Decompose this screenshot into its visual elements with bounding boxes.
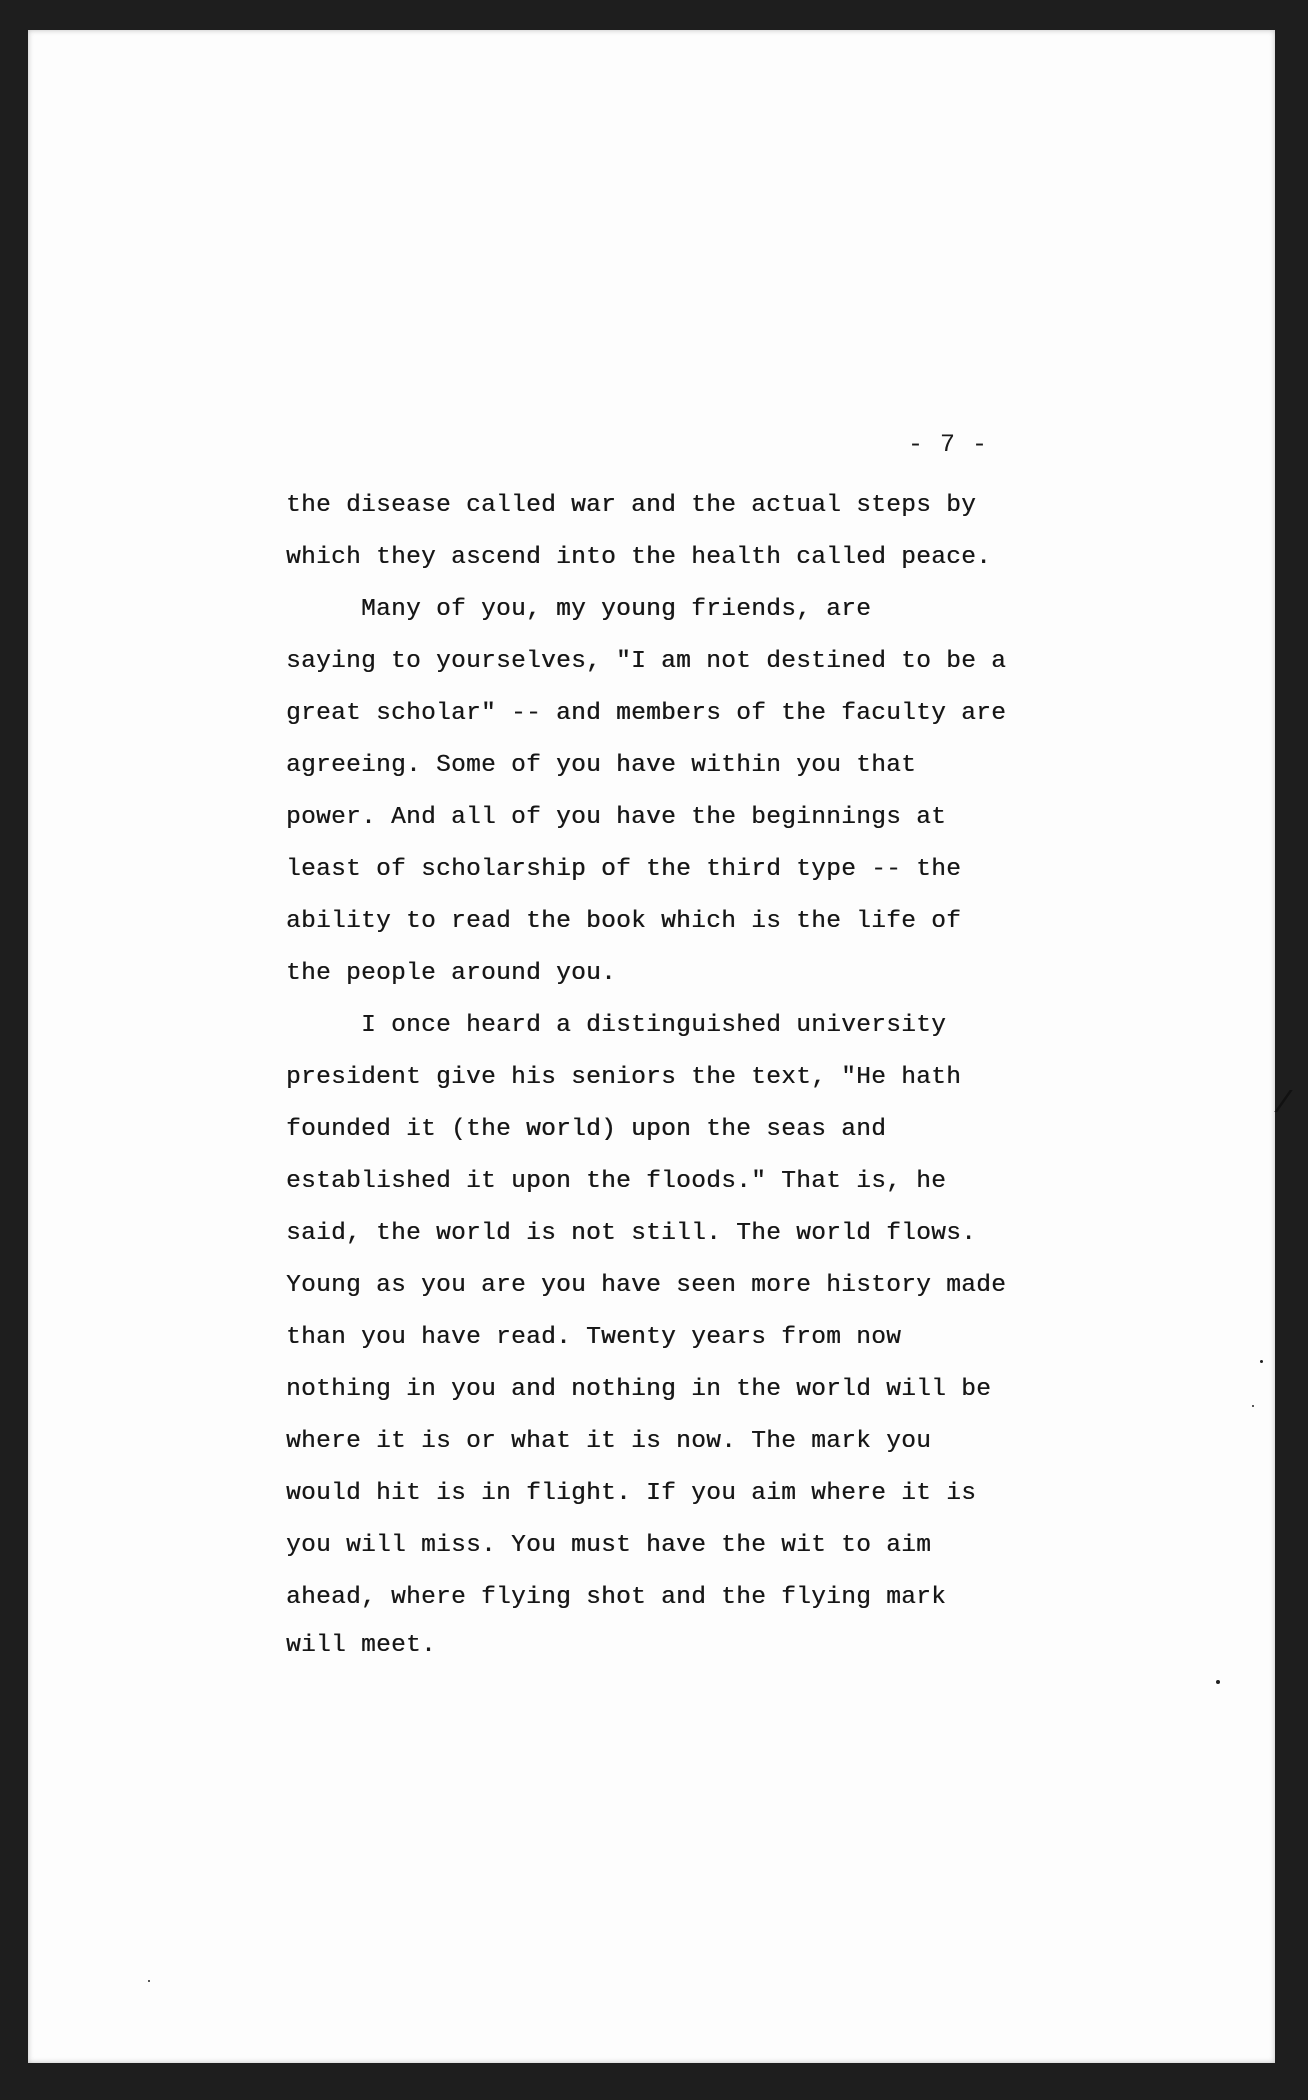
text-line: president give his seniors the text, "He hath bbox=[286, 1064, 962, 1091]
text-line: I once heard a distinguished university bbox=[286, 1012, 947, 1039]
text-line: where it is or what it is now. The mark you bbox=[286, 1428, 932, 1455]
text-line: ahead, where flying shot and the flying mark bbox=[286, 1584, 947, 1611]
text-line: agreeing. Some of you have within you that bbox=[286, 752, 917, 779]
text-line: founded it (the world) upon the seas and bbox=[286, 1116, 887, 1143]
text-line: Young as you are you have seen more history made bbox=[286, 1272, 1007, 1299]
paper-speck bbox=[1216, 1680, 1220, 1684]
document-page bbox=[28, 30, 1275, 2063]
text-line: least of scholarship of the third type -- the bbox=[286, 856, 962, 883]
paper-speck bbox=[1260, 1360, 1263, 1363]
text-line: Many of you, my young friends, are bbox=[286, 596, 872, 623]
text-line: you will miss. You must have the wit to aim bbox=[286, 1532, 932, 1559]
text-line: the people around you. bbox=[286, 960, 617, 987]
text-line: nothing in you and nothing in the world will be bbox=[286, 1376, 992, 1403]
paper-speck bbox=[1252, 1405, 1254, 1407]
text-line: than you have read. Twenty years from now bbox=[286, 1324, 902, 1351]
text-line: will meet. bbox=[286, 1632, 437, 1659]
text-line: saying to yourselves, "I am not destined to be a bbox=[286, 648, 1007, 675]
text-line: power. And all of you have the beginnings at bbox=[286, 804, 947, 831]
text-line: would hit is in flight. If you aim where it is bbox=[286, 1480, 977, 1507]
text-line: ability to read the book which is the life of bbox=[286, 908, 962, 935]
text-line: established it upon the floods." That is, he bbox=[286, 1168, 947, 1195]
text-line: the disease called war and the actual steps by bbox=[286, 492, 977, 519]
text-line: great scholar" -- and members of the faculty are bbox=[286, 700, 1007, 727]
page-number: - 7 - bbox=[908, 430, 989, 459]
text-line: which they ascend into the health called peace. bbox=[286, 544, 992, 571]
text-line: said, the world is not still. The world flows. bbox=[286, 1220, 977, 1247]
paper-speck bbox=[148, 1980, 150, 1982]
